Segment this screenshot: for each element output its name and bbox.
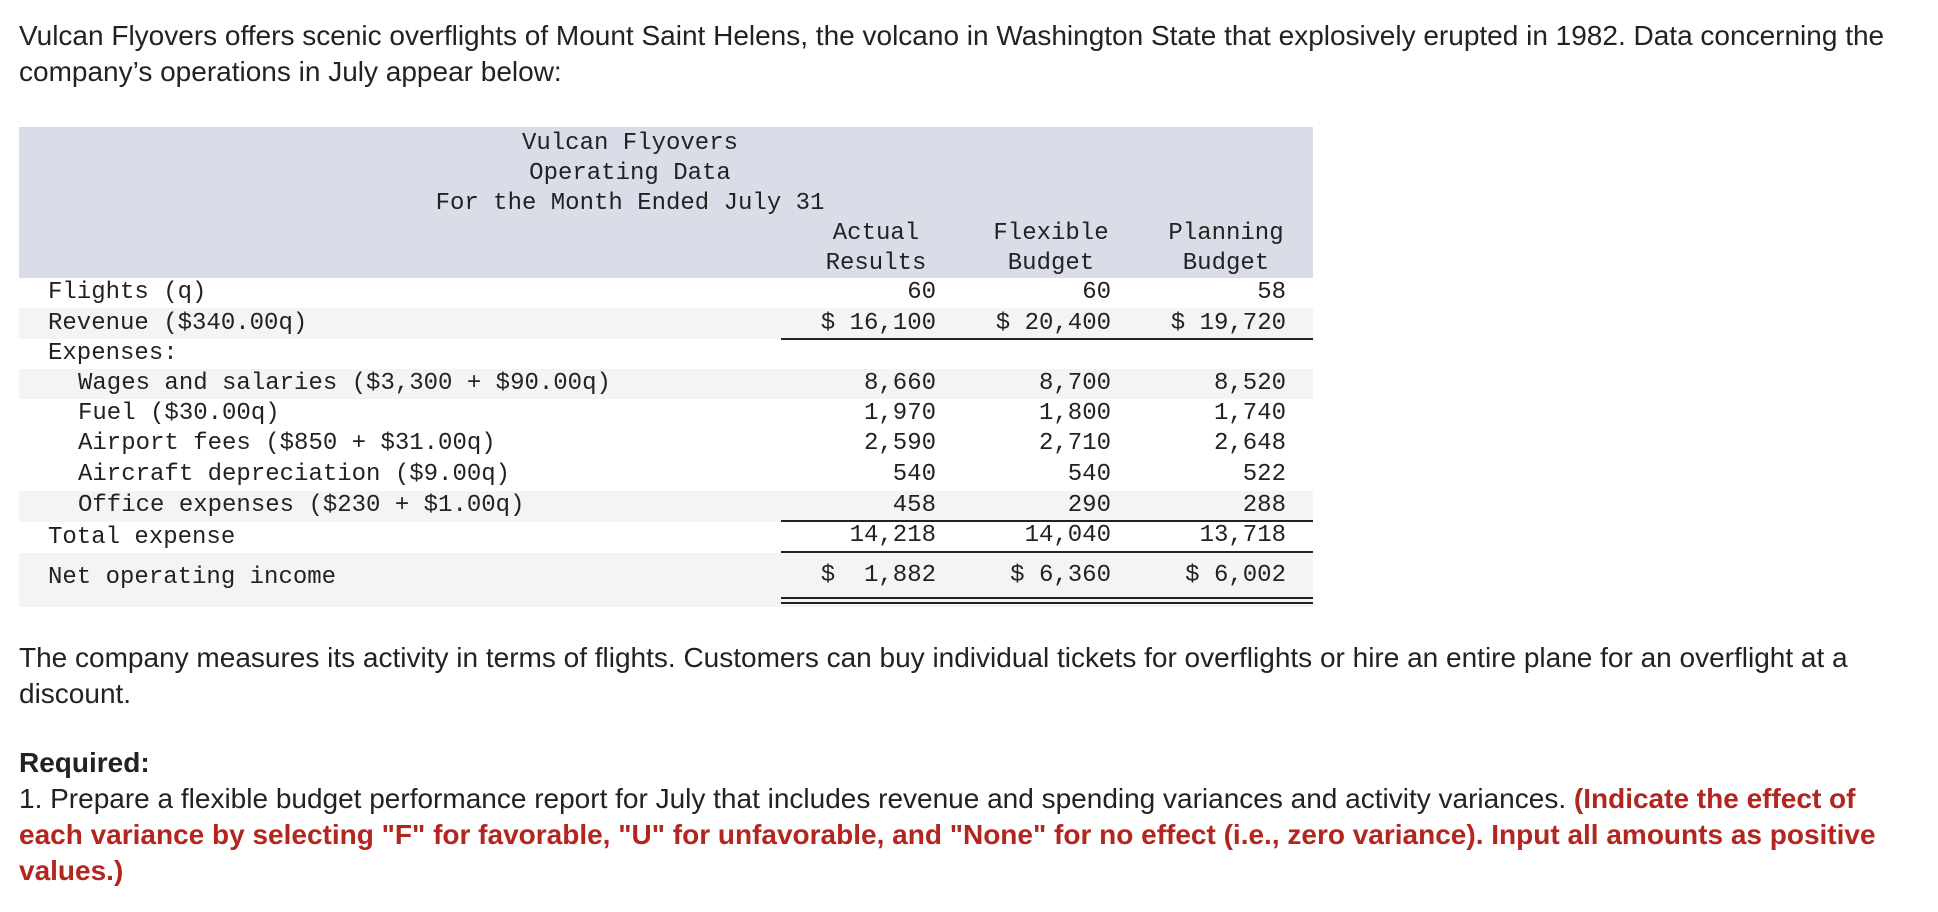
col-header-flexible-line1: Flexible [993, 220, 1109, 247]
cell-office-planning: 288 [1242, 492, 1286, 519]
intro-paragraph: Vulcan Flyovers offers scenic overflights of Mount Saint Helens, the volcano in Washington State that explosively erupted in 1982. Data concerning the company’s operations in July appear below: [19, 20, 1885, 87]
row-label-net-operating-income: Net operating income [48, 564, 337, 591]
report-company: Vulcan Flyovers [521, 130, 739, 157]
col-header-actual-line2: Results [825, 250, 927, 277]
requirement-1-text: 1. Prepare a flexible budget performance report for July that includes revenue and spending variances and activity variances. [19, 783, 1574, 814]
cell-revenue-planning: $ 19,720 [1170, 310, 1286, 337]
cell-office-flexible: 290 [1067, 492, 1111, 519]
row-label-office-expenses: Office expenses ($230 + $1.00q) [78, 492, 525, 519]
col-header-actual-line1: Actual [832, 220, 920, 247]
cell-office-actual: 458 [892, 492, 936, 519]
cell-wages-flexible: 8,700 [1038, 370, 1111, 397]
cell-revenue-actual: $ 16,100 [820, 310, 936, 337]
double-underline-top [781, 597, 1313, 599]
required-heading: Required: [19, 747, 150, 778]
col-header-flexible-line2: Budget [1007, 250, 1095, 277]
cell-airport-fees-flexible: 2,710 [1038, 430, 1111, 457]
row-label-aircraft-depreciation: Aircraft depreciation ($9.00q) [78, 461, 511, 488]
cell-airport-fees-actual: 2,590 [863, 430, 936, 457]
col-header-planning-line2: Budget [1182, 250, 1270, 277]
cell-revenue-flexible: $ 20,400 [995, 310, 1111, 337]
cell-wages-actual: 8,660 [863, 370, 936, 397]
cell-flights-flexible: 60 [1082, 279, 1111, 306]
cell-wages-planning: 8,520 [1213, 370, 1286, 397]
col-header-planning-line1: Planning [1168, 220, 1284, 247]
row-label-airport-fees: Airport fees ($850 + $31.00q) [78, 430, 496, 457]
report-period: For the Month Ended July 31 [435, 190, 825, 217]
report-title: Operating Data [529, 160, 731, 187]
row-label-revenue: Revenue ($340.00q) [48, 310, 308, 337]
requirement-1 [19, 781, 1919, 889]
cell-depreciation-actual: 540 [892, 461, 936, 488]
cell-flights-actual: 60 [907, 279, 936, 306]
cell-flights-planning: 58 [1257, 279, 1286, 306]
cell-total-flexible: 14,040 [1024, 522, 1111, 549]
row-label-expenses: Expenses: [48, 340, 178, 367]
cell-total-planning: 13,718 [1199, 522, 1286, 549]
cell-depreciation-flexible: 540 [1067, 461, 1111, 488]
row-label-flights: Flights (q) [48, 279, 207, 306]
activity-paragraph: The company measures its activity in terms of flights. Customers can buy individual tickets for overflights or hire an entire plane for an overflight at a discount. [19, 642, 1848, 709]
underline-total [781, 551, 1313, 553]
row-label-fuel: Fuel ($30.00q) [78, 400, 280, 427]
cell-fuel-planning: 1,740 [1213, 400, 1286, 427]
row-label-total-expense: Total expense [48, 524, 236, 551]
cell-fuel-actual: 1,970 [863, 400, 936, 427]
underline-revenue [781, 338, 1313, 340]
cell-depreciation-planning: 522 [1242, 461, 1286, 488]
double-underline-bottom [781, 602, 1313, 604]
cell-net-actual: $ 1,882 [820, 562, 936, 589]
cell-airport-fees-planning: 2,648 [1213, 430, 1286, 457]
requirement-1-instructions: (Indicate the effect of each variance by selecting "F" for favorable, "U" for unfavorable, and "None" for no effect (i.e., zero variance). Input all amounts as positive values.) [19, 783, 1876, 886]
cell-net-flexible: $ 6,360 [1010, 562, 1111, 589]
cell-net-planning: $ 6,002 [1185, 562, 1286, 589]
operating-data-table [19, 127, 1313, 607]
row-label-wages: Wages and salaries ($3,300 + $90.00q) [78, 370, 611, 397]
cell-total-actual: 14,218 [849, 522, 936, 549]
cell-fuel-flexible: 1,800 [1038, 400, 1111, 427]
